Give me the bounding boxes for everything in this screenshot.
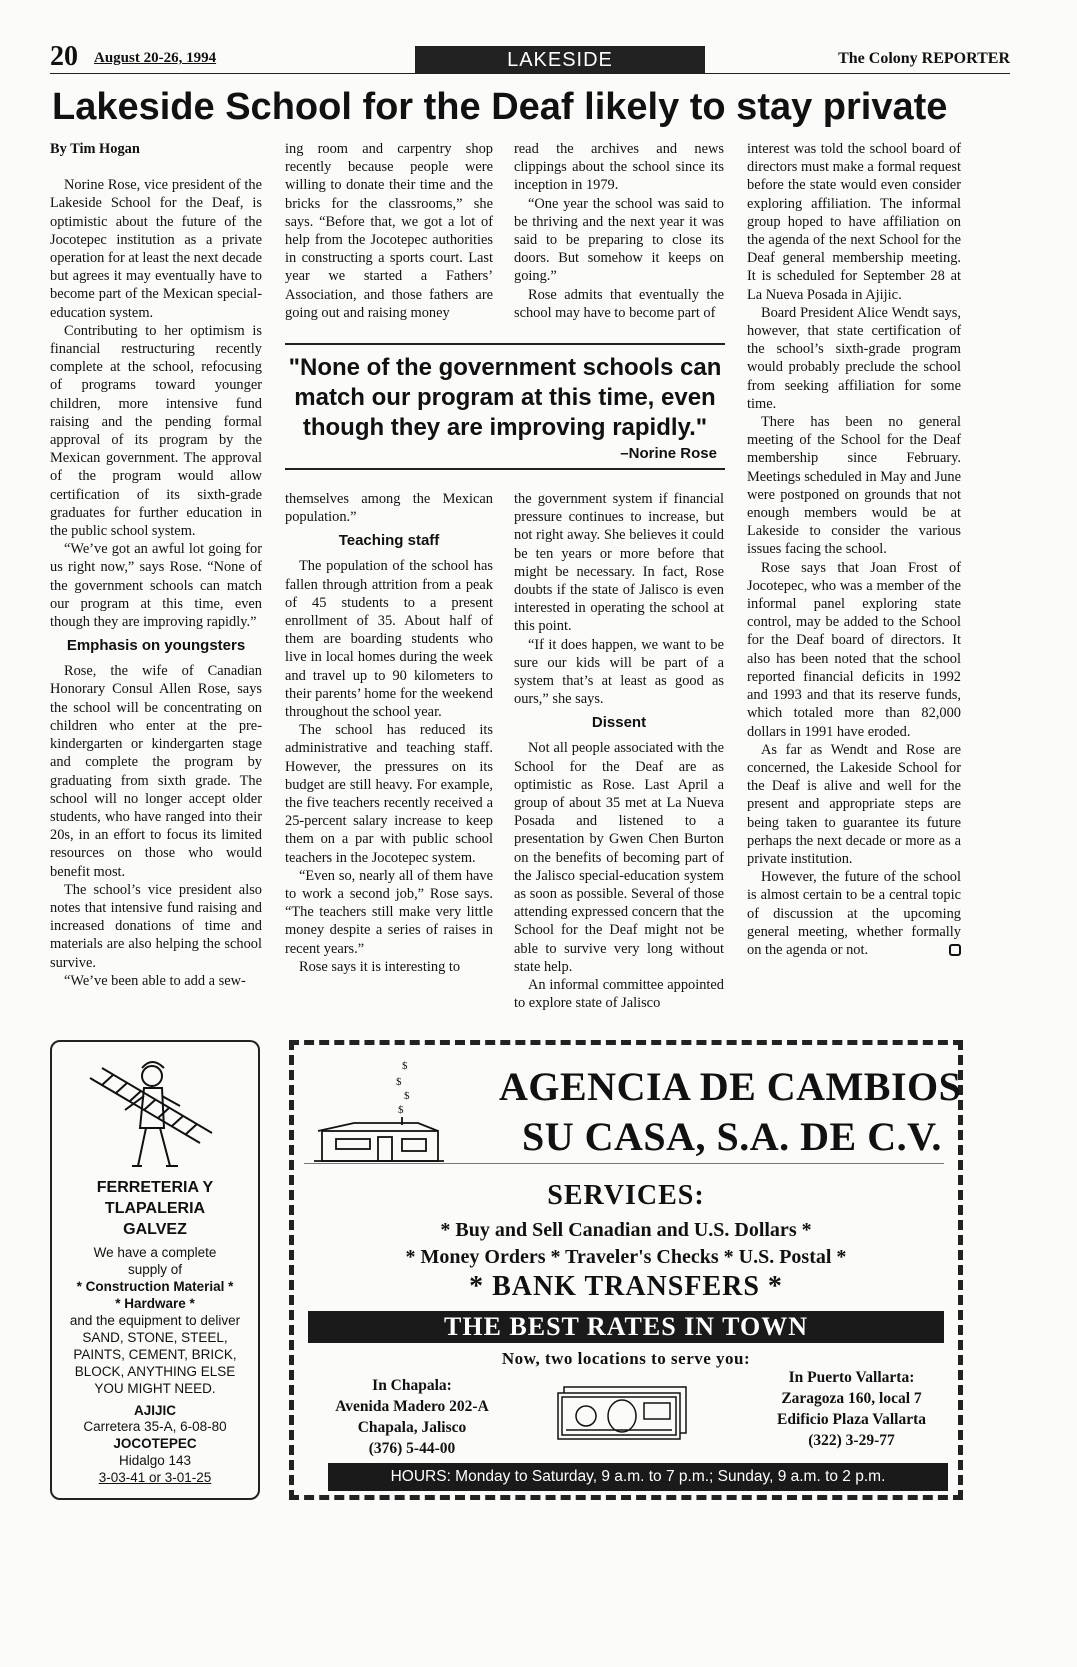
paragraph (747, 868, 961, 959)
location-chapala (312, 1375, 512, 1459)
ferreteria-name-line: GALVEZ (123, 1221, 187, 1238)
ferreteria-materials-line: YOU MIGHT NEED. (94, 1381, 216, 1396)
paragraph: themselves among the Mexican population.” (285, 491, 493, 526)
paragraph: “We’ve been able to add a sew- (64, 972, 246, 989)
paragraph: Rose says that Joan Frost of Jocotepec, who was a member of the informal panel exploring state control, may be added to the School for the Deaf board of directors. It also has been noted that the school reported financial deficits in 1992 and 1993 and that its reserve funds, which totaled more than 82,000 dollars in 1991 have eroded. (747, 559, 961, 740)
cambios-name-line1: AGENCIA DE CAMBIOS (499, 1064, 962, 1109)
svg-text:$: $ (398, 1104, 404, 1116)
ferreteria-tagline-line: We have a complete (93, 1245, 217, 1260)
ad-cambios (289, 1040, 963, 1500)
ferreteria-delivery: and the equipment to deliver (69, 1313, 241, 1328)
article-column-2-bottom (285, 490, 493, 976)
pull-quote (285, 343, 725, 470)
paragraph: “If it does happen, we want to be sure our kids will be part of a system that’s at least as good as ours,” she says. (514, 636, 724, 708)
service-bank-transfers: * BANK TRANSFERS * (469, 1271, 783, 1302)
article-column-3-bottom (514, 490, 724, 1012)
paragraph: read the archives and news clippings about the school since its inception in 1979. (514, 141, 724, 194)
divider (304, 1163, 944, 1164)
ferreteria-name-line: TLAPALERIA (104, 1200, 206, 1217)
paragraph: As far as Wendt and Rose are concerned, the Lakeside School for the Deaf is alive and well for the present and appropriate steps are being taken to guarantee its future perhaps the next decade or more as a private institution. (747, 741, 961, 867)
location-label: In Puerto Vallarta: (788, 1369, 915, 1386)
locations-intro: Now, two locations to serve you: (501, 1349, 751, 1368)
svg-text:$: $ (396, 1076, 402, 1088)
services-title: SERVICES: (547, 1180, 705, 1211)
paragraph: interest was told the school board of directors must make a formal request before the state would even consider exploring affiliation. The informal group hoped to have affiliation on the agenda of the next School for the Deaf general membership meeting. It is scheduled for September 28 at La Nueva Posada in Ajijic. (747, 141, 961, 303)
paragraph: Board President Alice Wendt says, however, that state certification of the school’s sixth-grade program would probably preclude the school from seeking affiliation for some time. (747, 304, 961, 412)
paragraph: The school’s vice president also notes that intensive fund raising and increased donations of time and materials are also helping the school survive. (50, 881, 262, 971)
location-building: Edificio Plaza Vallarta (777, 1411, 926, 1428)
ferreteria-materials (52, 1329, 258, 1397)
paragraph: “One year the school was said to be thriving and the next year it was said to be preparing to close its doors. But somehow it keeps on going.” (514, 195, 724, 285)
svg-text:$: $ (404, 1090, 410, 1102)
paragraph: An informal committee appointed to explore state of Jalisco (514, 977, 724, 1012)
byline: By Tim Hogan (50, 141, 140, 157)
location-phone: (322) 3-29-77 (808, 1432, 895, 1449)
pull-quote-attribution: –Norine Rose (620, 445, 717, 462)
ferreteria-location-ajijic: AJIJIC (133, 1403, 177, 1418)
ferreteria-phone: 3-03-41 or 3-01-25 (98, 1470, 212, 1485)
ferreteria-materials-line: PAINTS, CEMENT, BRICK, (73, 1347, 237, 1362)
paragraph: “Even so, nearly all of them have to work a second job,” Rose says. “The teachers still make very little money despite a series of raises in recent years.” (285, 867, 493, 957)
paragraph: the government system if financial pressure continues to increase, but not right away. She believes it could be ten years or more before that might be necessary. In fact, Rose doubts if the state of Jalisco is even interested in operating the school at this point. (514, 491, 724, 635)
worker-with-ladder-icon (80, 1048, 230, 1173)
ferreteria-address-jocotepec: Hidalgo 143 (118, 1453, 192, 1468)
subhead-teaching-staff: Teaching staff (338, 532, 440, 550)
article-column-1 (50, 140, 262, 990)
location-phone: (376) 5-44-00 (368, 1440, 456, 1457)
ferreteria-tagline-line: supply of (127, 1262, 183, 1277)
banknote-icon (552, 1383, 692, 1443)
paragraph: Norine Rose, vice president of the Lakeside School for the Deaf, is optimistic about the future of the Jocotepec institution as a private operation for at least the next decade but agrees it may eventually have to become part of the Mexican special-education system. (50, 177, 262, 321)
paragraph: Contributing to her optimism is financial restructuring recently complete at the school, refocusing of programs toward younger children, more intensive fund raising and the pending formal approval of its program by the Mexican government. The approval of the program would allow certification of its sixth-grade graduates for further education in the public school system. (50, 322, 262, 540)
ferreteria-name-line: FERRETERIA Y (96, 1179, 214, 1196)
svg-text:$: $ (402, 1060, 408, 1072)
paragraph: The school has reduced its administrative and teaching staff. However, the pressures on its budget are still heavy. For example, the five teachers recently received a 25-percent salary increase to keep them on a par with public school teachers in the Jocotepec system. (285, 722, 493, 866)
end-of-article-icon (949, 944, 961, 956)
house-with-dollar-signs-icon (314, 1053, 444, 1168)
ferreteria-location-jocotepec: JOCOTEPEC (113, 1436, 197, 1451)
subhead-dissent: Dissent (591, 714, 647, 732)
ad-ferreteria (50, 1040, 260, 1500)
paragraph: Rose, the wife of Canadian Honorary Consul Allen Rose, says the school will be concentrating on children who enter at the pre-kindergarten or kindergarten stage and complete the program by graduating from sixth grade. The school will no longer accept older students, who have ranged into their 20s, in an effort to focus its limited resources on those who would benefit most. (50, 663, 262, 880)
article-column-3-top (514, 140, 724, 322)
section-label: LAKESIDE (415, 46, 705, 74)
ferreteria-materials-line: SAND, STONE, STEEL, (82, 1330, 228, 1345)
paragraph: ing room and carpentry shop recently because people were willing to donate their time and the bricks for the classrooms,” she says. “Before that, we got a lot of help from the Jocotepec authorities in constructing a sports court. Last year we started a Fathers’ Association, and those fathers are going out and raising money (285, 141, 493, 321)
location-address: Zaragoza 160, local 7 (781, 1390, 922, 1407)
ferreteria-item-hardware: * Hardware * (115, 1296, 195, 1311)
paragraph: The population of the school has fallen through attrition from a peak of 45 students to a present enrollment of 35. About half of them are boarding students who live in local homes during the week and travel up to 90 kilometers to their parents’ home for the weekend throughout the school year. (285, 558, 493, 721)
location-puerto-vallarta (754, 1367, 949, 1451)
newspaper-name: The Colony REPORTER (838, 50, 1010, 67)
paragraph: Not all people associated with the School for the Deaf are as optimistic as Rose. Last April a group of about 35 met at La Nueva Posada and listened to a presentation by Gwen Chen Burton on the benefits of becoming part of the Jalisco special-education system as soon as possible. Several of those attending expressed concern that the School for the Deaf might not be able to survive very long without state help. (514, 740, 724, 975)
ferreteria-materials-line: BLOCK, ANYTHING ELSE (74, 1364, 236, 1379)
pull-quote-text: "None of the government schools can match our program at this time, even though they are improving rapidly." (288, 354, 722, 441)
subhead-emphasis: Emphasis on youngsters (66, 637, 246, 655)
article-headline: Lakeside School for the Deaf likely to stay private (52, 86, 948, 128)
article-column-4 (747, 140, 961, 959)
ferreteria-item-construction: * Construction Material * (76, 1279, 234, 1294)
paragraph: Rose says it is interesting to (299, 958, 461, 975)
ferreteria-address-ajijic: Carretera 35-A, 6-08-80 (83, 1419, 227, 1434)
paragraph: There has been no general meeting of the School for the Deaf membership since February. Meetings scheduled in May and June were postponed on grounds that not enough members would be at Lakeside to consider the various issues facing the school. (747, 414, 961, 558)
page-number: 20 (50, 41, 78, 72)
paragraph-text: However, the future of the school is almost certain to be a central topic of discussion at the upcoming general meeting, whether formally on the agenda or not. (747, 869, 961, 958)
paragraph: Rose admits that eventually the school may have to become part of (514, 286, 724, 321)
article-column-2-top (285, 140, 493, 322)
service-money-orders: * Money Orders * Traveler's Checks * U.S. Postal * (405, 1246, 847, 1268)
service-currency: * Buy and Sell Canadian and U.S. Dollars * (440, 1219, 812, 1241)
ferreteria-name (52, 1177, 258, 1240)
issue-date: August 20-26, 1994 (94, 50, 217, 66)
business-hours: HOURS: Monday to Saturday, 9 a.m. to 7 p.m.; Sunday, 9 a.m. to 2 p.m. (328, 1463, 948, 1491)
ferreteria-tagline (52, 1244, 258, 1278)
best-rates-banner: THE BEST RATES IN TOWN (308, 1311, 944, 1343)
location-label: In Chapala: (372, 1377, 452, 1394)
paragraph: “We’ve got an awful lot going for us right now,” says Rose. “None of the government schools can match our program at this time, even though they are improving rapidly.” (50, 541, 262, 631)
location-city: Chapala, Jalisco (357, 1419, 467, 1436)
location-address: Avenida Madero 202-A (335, 1398, 489, 1415)
cambios-name-line2: SU CASA, S.A. DE C.V. (522, 1114, 942, 1159)
page-header (50, 41, 1010, 74)
